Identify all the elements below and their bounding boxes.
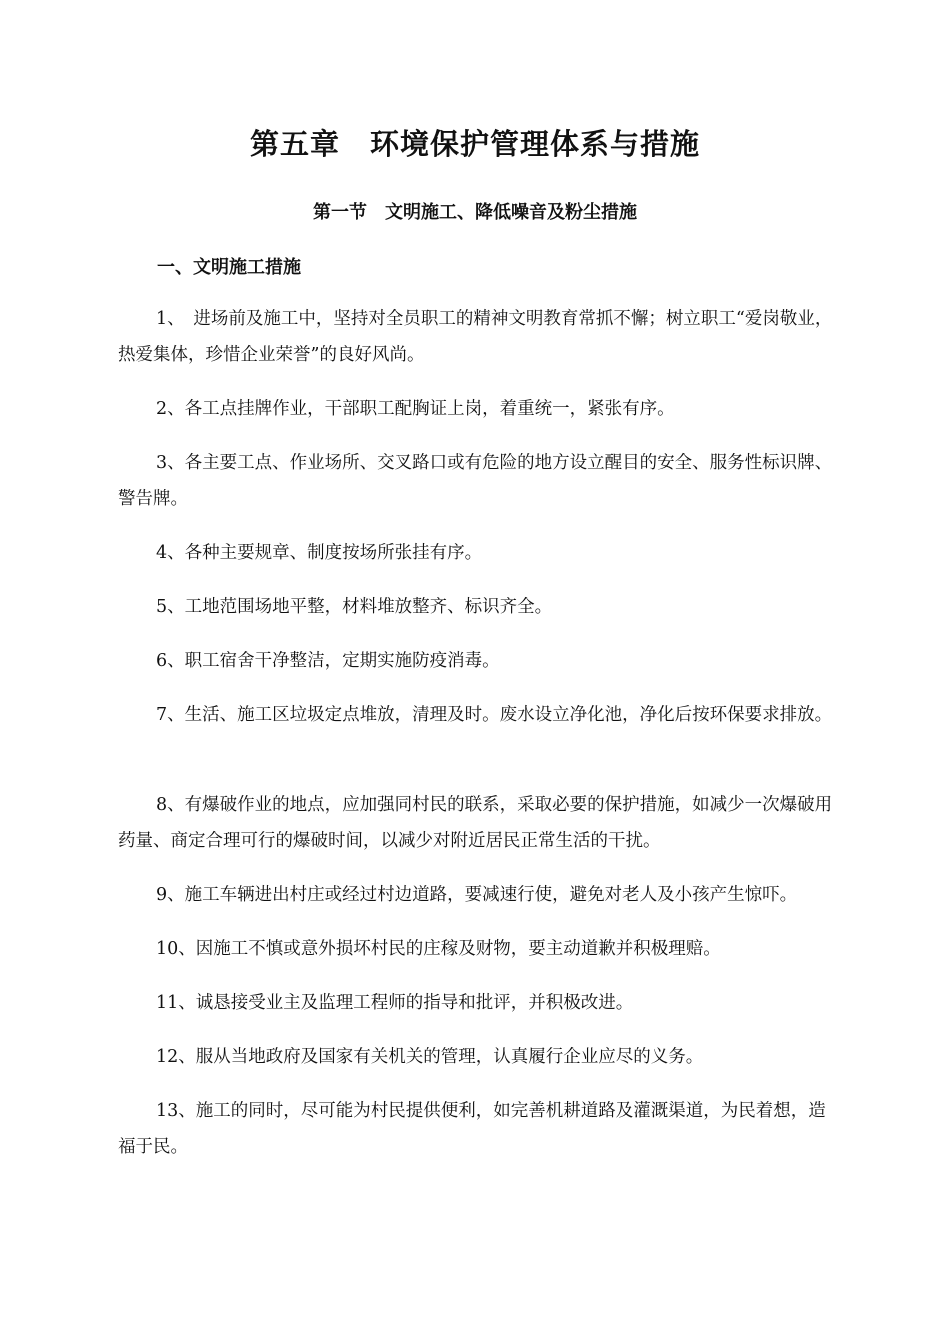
paragraph-13: 13、施工的同时，尽可能为村民提供便利，如完善机耕道路及灌溉渠道，为民着想，造福于民。 [118,1101,826,1157]
chapter-title: 第五章 环境保护管理体系与措施 [249,127,700,161]
paragraph-2: 2、各工点挂牌作业，干部职工配胸证上岗，着重统一，紧张有序。 [156,399,675,419]
paragraph-1: 1、 进场前及施工中，坚持对全员职工的精神文明教育常抓不懈；树立职工“爱岗敬业，热爱集体，珍惜企业荣誉”的良好风尚。 [118,309,833,365]
paragraph-10: 10、因施工不慎或意外损坏村民的庄稼及财物，要主动道歉并积极理赔。 [156,939,721,959]
paragraph-3: 3、各主要工点、作业场所、交叉路口或有危险的地方设立醒目的安全、服务性标识牌、警告牌。 [118,453,833,509]
paragraph-12: 12、服从当地政府及国家有关机关的管理，认真履行企业应尽的义务。 [156,1047,704,1067]
section-title: 第一节 文明施工、降低噪音及粉尘措施 [313,202,637,223]
paragraph-8: 8、有爆破作业的地点，应加强同村民的联系，采取必要的保护措施，如减少一次爆破用药量、商定合理可行的爆破时间，以减少对附近居民正常生活的干扰。 [118,795,833,851]
paragraph-5: 5、工地范围场地平整，材料堆放整齐、标识齐全。 [156,597,553,617]
subsection-title: 一、文明施工措施 [157,257,301,278]
paragraph-11: 11、诚恳接受业主及监理工程师的指导和批评，并积极改进。 [156,993,634,1013]
paragraph-6: 6、职工宿舍干净整洁，定期实施防疫消毒。 [156,651,500,671]
paragraph-7: 7、生活、施工区垃圾定点堆放，清理及时。废水设立净化池，净化后按环保要求排放。 [156,705,833,725]
paragraph-4: 4、各种主要规章、制度按场所张挂有序。 [156,543,483,563]
paragraph-9: 9、施工车辆进出村庄或经过村边道路，要减速行使，避免对老人及小孩产生惊吓。 [156,885,798,905]
